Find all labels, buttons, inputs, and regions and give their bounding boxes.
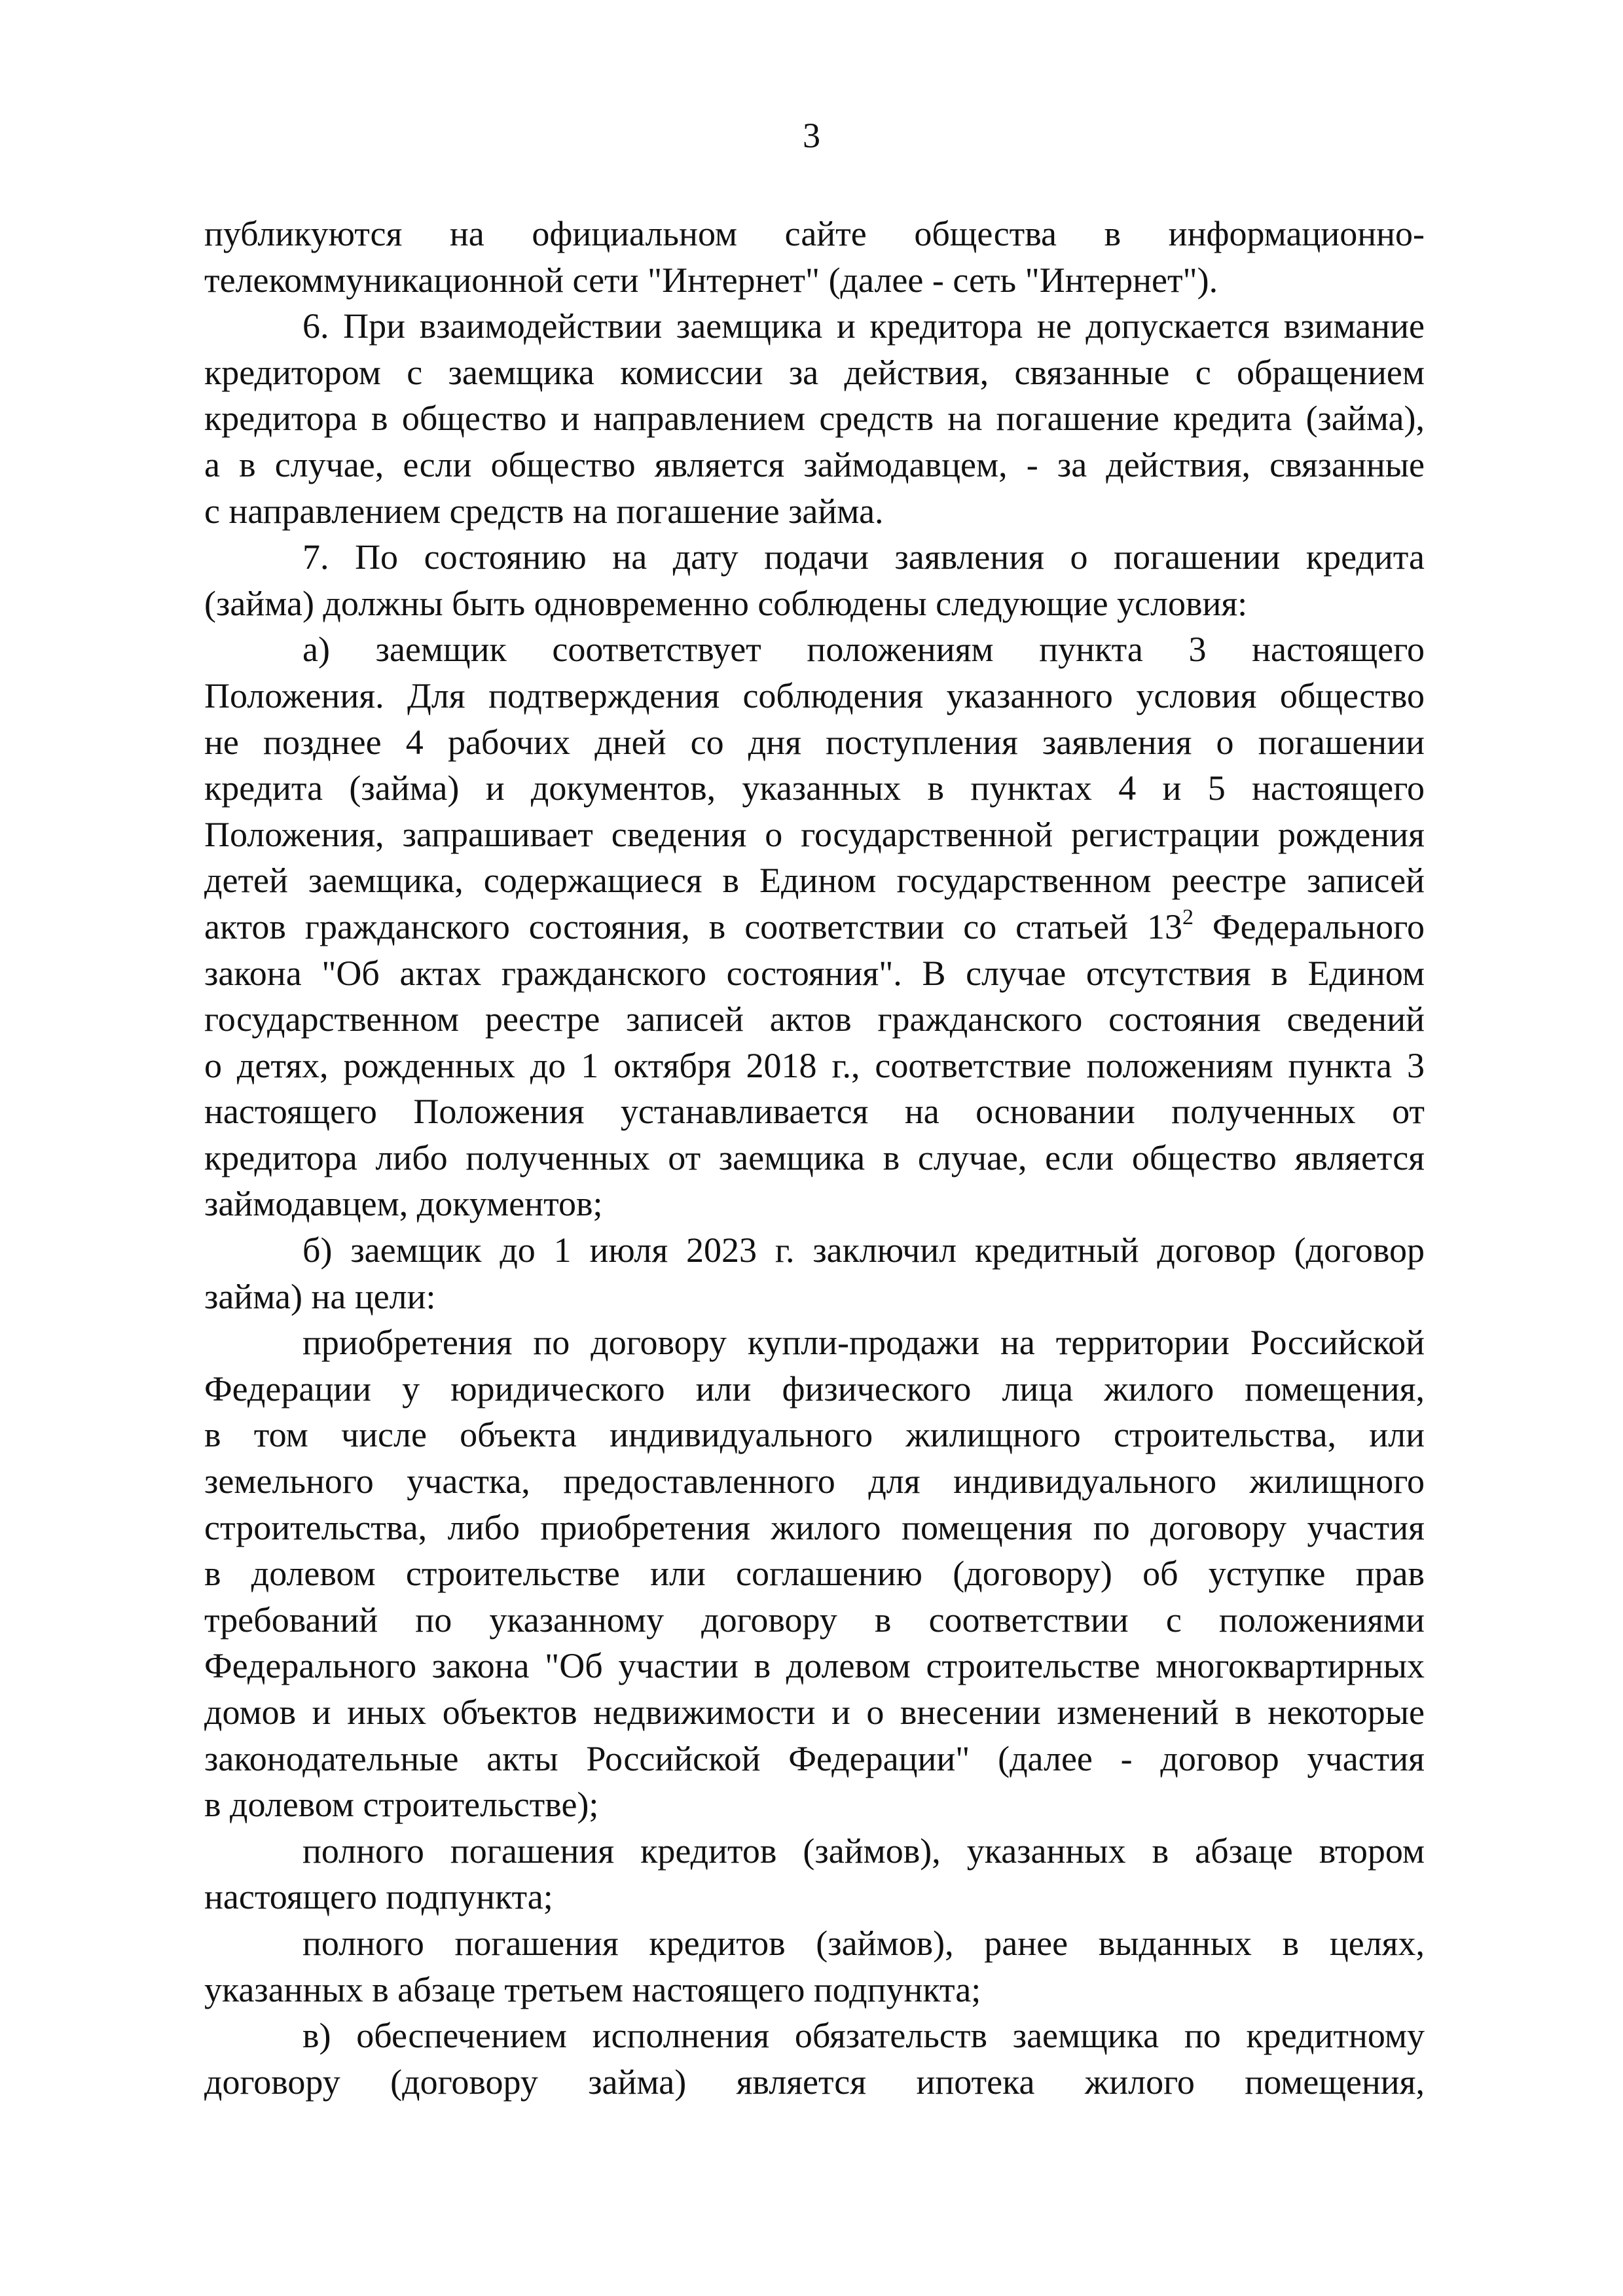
- text-line: займодавцем, документов;: [204, 1184, 603, 1224]
- text-line: законодательные акты Российской Федерации" (далее - договор участия: [204, 1738, 1425, 1778]
- text-line: с направлением средств на погашение займа.: [204, 491, 884, 531]
- text-line: земельного участка, предоставленного для индивидуального жилищного: [204, 1462, 1425, 1501]
- text-line: домов и иных объектов недвижимости и о внесении изменений в некоторые: [204, 1693, 1425, 1732]
- text-line: строительства, либо приобретения жилого помещения по договору участия: [204, 1507, 1425, 1547]
- text-line: настоящего подпункта;: [204, 1877, 553, 1917]
- text-line: телекоммуникационной сети "Интернет" (далее - сеть "Интернет").: [204, 260, 1218, 300]
- text-line: требований по указанному договору в соответствии с положениями: [204, 1600, 1425, 1640]
- text-line: о детях, рожденных до 1 октября 2018 г., соответствие положениям пункта 3: [204, 1045, 1425, 1085]
- text-line: детей заемщика, содержащиеся в Едином государственном реестре записей: [204, 861, 1425, 901]
- text-line: не позднее 4 рабочих дней со дня поступления заявления о погашении: [204, 722, 1425, 762]
- text-line: указанных в абзаце третьем настоящего подпункта;: [204, 1969, 981, 2009]
- text-line: закона "Об актах гражданского состояния". В случае отсутствия в Едином: [204, 953, 1425, 993]
- text-segment: актов гражданского состояния, в соответствии со статьей 13: [204, 906, 1182, 946]
- text-line: Положения, запрашивает сведения о государственной регистрации рождения: [204, 814, 1425, 854]
- text-line: публикуются на официальном сайте общества в информационно-: [204, 214, 1425, 253]
- text-line: б) заемщик до 1 июля 2023 г. заключил кредитный договор (договор: [302, 1230, 1425, 1270]
- text-line-with-superscript: [204, 904, 1425, 950]
- text-line: Положения. Для подтверждения соблюдения указанного условия общество: [204, 675, 1425, 715]
- text-line: в том числе объекта индивидуального жилищного строительства, или: [204, 1415, 1425, 1455]
- text-line: 6. При взаимодействии заемщика и кредитора не допускается взимание: [302, 306, 1425, 346]
- page-number: 3: [803, 116, 820, 155]
- text-line: в долевом строительстве);: [204, 1785, 599, 1825]
- text-line: государственном реестре записей актов гражданского состояния сведений: [204, 999, 1425, 1039]
- text-line: (займа) должны быть одновременно соблюдены следующие условия:: [204, 583, 1248, 623]
- text-line: Федерации у юридического или физического лица жилого помещения,: [204, 1369, 1425, 1408]
- text-line: в) обеспечением исполнения обязательств заемщика по кредитному: [302, 2016, 1425, 2056]
- text-line: Федерального закона "Об участии в долевом строительстве многоквартирных: [204, 1646, 1425, 1686]
- text-line: а в случае, если общество является займодавцем, - за действия, связанные: [204, 444, 1425, 484]
- text-line: настоящего Положения устанавливается на основании полученных от: [204, 1092, 1425, 1132]
- text-line: 7. По состоянию на дату подачи заявления о погашении кредита: [302, 537, 1425, 577]
- text-line: полного погашения кредитов (займов), ранее выданных в целях,: [302, 1923, 1425, 1963]
- superscript: 2: [1182, 905, 1194, 929]
- text-line: кредитора либо полученных от заемщика в случае, если общество является: [204, 1138, 1425, 1177]
- text-line: приобретения по договору купли-продажи на территории Российской: [302, 1323, 1425, 1363]
- text-line: кредита (займа) и документов, указанных в пунктах 4 и 5 настоящего: [204, 768, 1425, 808]
- document-body: [204, 211, 1425, 2105]
- text-line: займа) на цели:: [204, 1276, 436, 1316]
- text-line: кредитора в общество и направлением средств на погашение кредита (займа),: [204, 399, 1425, 439]
- text-line: кредитором с заемщика комиссии за действия, связанные с обращением: [204, 352, 1425, 392]
- text-line: договору (договору займа) является ипотека жилого помещения,: [204, 2062, 1425, 2102]
- text-line: а) заемщик соответствует положениям пункта 3 настоящего: [302, 630, 1425, 670]
- text-line: в долевом строительстве или соглашению (договору) об уступке прав: [204, 1554, 1425, 1594]
- text-segment: Федерального: [1193, 906, 1425, 946]
- text-line: полного погашения кредитов (займов), указанных в абзаце втором: [302, 1831, 1425, 1871]
